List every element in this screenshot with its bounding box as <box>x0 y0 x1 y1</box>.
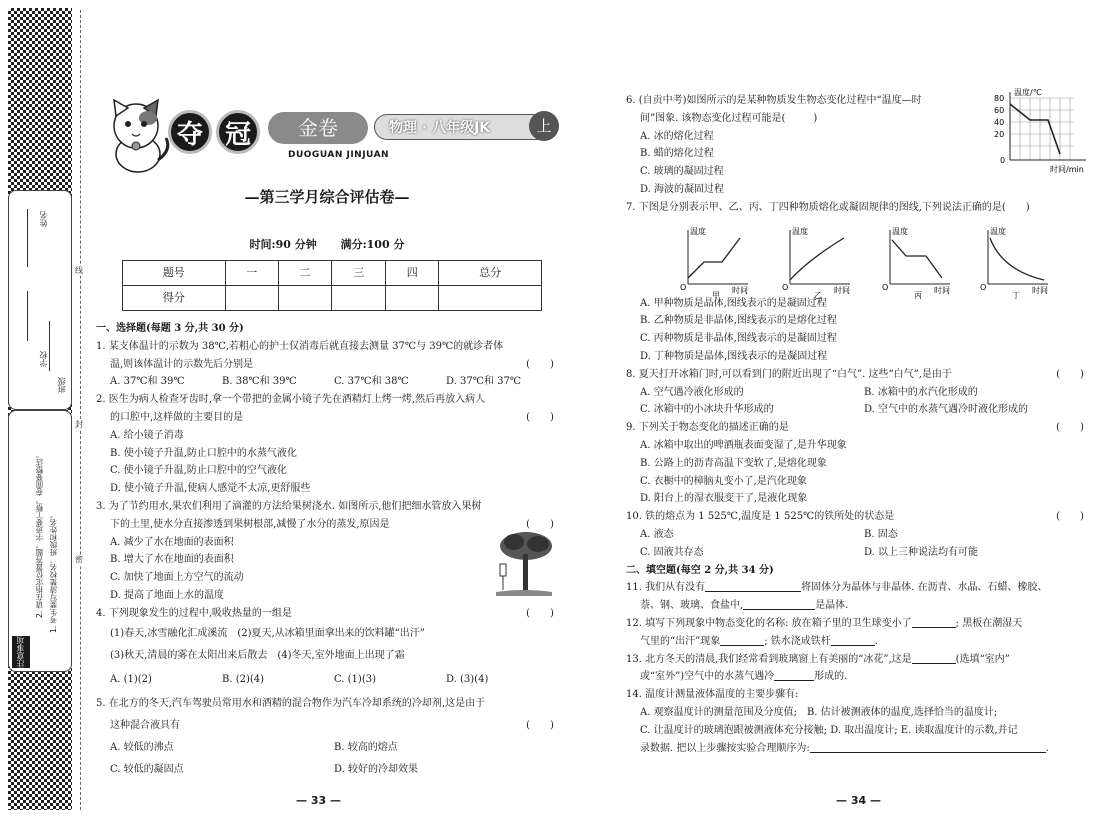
score-header-cell: 一 <box>225 261 278 286</box>
option[interactable]: C. 加快了地面上方空气的流动 <box>110 572 244 584</box>
option[interactable]: C. 较低的凝固点 <box>110 763 184 775</box>
question-4-item: (3)秋天,清晨的雾在太阳出来后散去 (4)冬天,室外地面上出现了霜 <box>110 649 405 661</box>
score-cell[interactable] <box>439 286 542 311</box>
question-7: 7. 下图是分别表示甲、乙、丙、丁四种物质熔化或凝固规律的图线,下列说法正确的是( ) <box>626 201 1030 213</box>
question-4-item: (1)春天,冰雪融化汇成溪流 (2)夏天,从冰箱里面拿出来的饮料罐“出汗” <box>110 627 425 639</box>
question-4-options <box>96 667 558 693</box>
question-10-options <box>626 526 1088 544</box>
page-number: — 34 — <box>836 794 881 807</box>
q7-origin: O <box>782 283 789 292</box>
cat-mascot-icon <box>100 94 176 174</box>
cut-mark-3: 密 <box>75 555 83 564</box>
q7-graph-bing <box>878 224 958 300</box>
brand-badge-guan: 冠 <box>216 110 260 154</box>
q7-graph-name: 甲 <box>712 291 720 300</box>
q6-ylabel: 温度/℃ <box>1014 88 1042 97</box>
school-label: 学校 <box>39 351 48 367</box>
score-table <box>122 260 542 311</box>
q7-origin: O <box>980 283 987 292</box>
student-info-box <box>8 190 72 410</box>
option[interactable]: B. 固态 <box>864 528 898 540</box>
option[interactable]: A. 空气遇冷液化形成的 <box>640 386 744 398</box>
q7-origin: O <box>680 283 687 292</box>
option[interactable]: C. (1)(3) <box>334 673 376 685</box>
score-cell[interactable] <box>279 286 332 311</box>
option[interactable]: D. 较好的冷却效果 <box>334 763 419 775</box>
page-34 <box>626 0 1090 818</box>
question-9: 9. 下列关于物态变化的描述正确的是 ( ) <box>626 419 1088 437</box>
answer-blank[interactable] <box>705 580 801 592</box>
question-4: 4. 下列现象发生的过程中,吸收热量的一组是 ( ) <box>96 605 558 623</box>
q7-graph-name: 丙 <box>914 291 922 300</box>
page-33 <box>92 0 562 818</box>
option[interactable]: B. 蜡的熔化过程 <box>640 148 714 160</box>
q6-xlabel: 时间/min <box>1050 165 1084 174</box>
brand-pinyin: DUOGUAN JINJUAN <box>288 150 390 160</box>
question-5-line-1: 5. 在北方的冬天,汽车驾驶员常用水和酒精的混合物作为汽车冷却系统的冷却剂,这是由于 <box>96 697 486 709</box>
option[interactable]: C. 固液共存态 <box>640 546 704 558</box>
answer-paren[interactable]: ( ) <box>526 358 554 370</box>
q6-ytick: 40 <box>994 118 1005 127</box>
score-row-label: 得分 <box>123 286 226 311</box>
score-cell[interactable] <box>385 286 438 311</box>
score-table-score-row <box>123 286 542 311</box>
exam-title: —第三学月综合评估卷— <box>244 188 410 206</box>
section-choice-continued <box>626 92 1088 757</box>
question-3-line-2: 下的土里,使水分直接渗透到果树根部,减慢了水分的蒸发,原因是 ( ) <box>96 516 558 534</box>
q7-ylabel: 温度 <box>892 227 908 236</box>
question-1-line-1: 1. 某支体温计的示数为 38℃,若粗心的护士仅消毒后就直接去测量 37℃与 39℃的就诊者体 <box>96 340 504 352</box>
notice-item-1: 1. 考生要写清楚校名、班级和姓名。 <box>49 511 58 634</box>
answer-blank[interactable] <box>774 669 814 681</box>
q7-graph-name: 丁 <box>1012 291 1020 300</box>
option[interactable]: B. 使小镜子升温,防止口腔中的水蒸气液化 <box>110 447 297 459</box>
binding-strip <box>0 0 86 818</box>
q7-xlabel: 时间 <box>732 286 748 295</box>
q7-graph-name: 乙 <box>814 291 822 300</box>
option[interactable]: B. 公路上的沥青高温下变软了,是熔化现象 <box>640 457 827 469</box>
exam-time: 时间:90 分钟 <box>249 238 317 251</box>
option[interactable]: D. 提高了地面上水的温度 <box>110 589 225 601</box>
question-8-options <box>626 401 1088 419</box>
score-header-cell: 四 <box>385 261 438 286</box>
notice-item-2: 2. 请在指定位置答题，字迹要工整，卷面要整洁。 <box>35 451 44 619</box>
question-11-line-1: 11. 我们从有没有 将固体分为晶体与非晶体. 在沥青、水晶、石蜡、橡胶、 <box>626 582 1048 594</box>
option[interactable]: C. 冰箱中的小冰块升华形成的 <box>640 404 774 416</box>
cut-mark-2: 封 <box>75 420 83 429</box>
option[interactable]: A. 减少了水在地面的表面积 <box>110 536 234 548</box>
option[interactable]: D. 阳台上的湿衣服变干了,是液化现象 <box>640 493 808 505</box>
answer-paren[interactable]: ( ) <box>526 607 554 619</box>
name-label: 姓名 <box>39 211 48 227</box>
question-2-line-2: 的口腔中,这样做的主要目的是 ( ) <box>96 409 558 427</box>
brand-header <box>92 88 562 178</box>
class-label: 班级 <box>57 377 66 393</box>
question-13-line-1: 13. 北方冬天的清晨,我们经常看到玻璃窗上有美丽的“冰花”,这是 (选填“室内” <box>626 653 1010 665</box>
notice-box <box>8 410 72 672</box>
answer-paren[interactable]: ( ) <box>1056 368 1084 380</box>
option[interactable]: A. 较低的沸点 <box>110 741 174 753</box>
answer-paren[interactable]: ( ) <box>1056 422 1084 434</box>
option[interactable]: D. 海波的凝固过程 <box>640 183 725 195</box>
option[interactable]: B. (2)(4) <box>222 673 265 685</box>
q7-origin: O <box>882 283 889 292</box>
answer-blank[interactable] <box>831 634 875 646</box>
option[interactable]: C. 衣橱中的樟脑丸变小了,是汽化现象 <box>640 475 807 487</box>
brand-badge-duo: 夺 <box>168 110 212 154</box>
exam-full-score: 满分:100 分 <box>340 238 405 251</box>
option[interactable]: C. 使小镜子升温,防止口腔中的空气液化 <box>110 465 287 477</box>
question-3-line-1: 3. 为了节约用水,果农们利用了滴灌的方法给果树浇水. 如图所示,他们把细水管放入果树 <box>96 500 482 512</box>
q7-graph-ding <box>976 224 1056 300</box>
section-title: 一、选择题(每题 3 分,共 30 分) <box>96 323 244 334</box>
option[interactable]: A. 冰箱中取出的啤酒瓶表面变湿了,是升华现象 <box>640 439 847 451</box>
drip-irrigation-tree-icon <box>494 528 554 598</box>
q7-xlabel: 时间 <box>834 286 850 295</box>
option[interactable]: A. 给小镜子消毒 <box>110 429 184 441</box>
exam-meta <box>92 238 562 252</box>
q7-graph-yi <box>778 224 858 300</box>
cut-line <box>80 10 81 810</box>
option[interactable]: D. 37℃和 37℃ <box>446 376 522 388</box>
question-14: 14. 温度计测量液体温度的主要步骤有: <box>626 689 799 701</box>
score-cell[interactable] <box>225 286 278 311</box>
q6-ytick: 20 <box>994 130 1005 139</box>
option[interactable]: B. 冰箱中的水汽化形成的 <box>864 386 978 398</box>
question-12-line-2: 气里的“出汗”现象 ; 铁水浇成铁杆 . <box>640 635 878 647</box>
option[interactable]: A. 液态 <box>640 528 674 540</box>
option[interactable]: A. 37℃和 39℃ <box>110 376 185 388</box>
option[interactable]: D. (3)(4) <box>446 673 489 685</box>
answer-blank[interactable] <box>810 741 1046 753</box>
question-5-options <box>96 759 558 781</box>
cut-mark-1: 线 <box>75 266 83 275</box>
option[interactable]: D. 以上三种说法均有可能 <box>864 546 979 558</box>
option[interactable]: B. 增大了水在地面的表面积 <box>110 554 234 566</box>
subject-bar <box>374 114 556 140</box>
option[interactable]: C. 丙种物质是非晶体,图线表示的是凝固过程 <box>640 333 837 345</box>
question-13-line-2: 或“室外”)空气中的水蒸气遇冷 形成的. <box>640 671 848 683</box>
section-title: 二、填空题(每空 2 分,共 34 分) <box>626 564 774 576</box>
question-10-options <box>626 544 1088 562</box>
question-14-last-line: 录数据. 把以上步骤按实验合理顺序为: . <box>640 742 1049 754</box>
volume-badge: 上 <box>529 111 559 141</box>
question-1-line-2: 温,则该体温计的示数先后分别是 ( ) <box>96 356 558 374</box>
score-table-header-row <box>123 261 542 286</box>
question-14-step-line: C. 让温度计的玻璃泡跟被测液体充分接触; D. 取出温度计; E. 读取温度计的示数,并记 <box>640 724 1018 736</box>
q7-graph-jia <box>676 224 756 300</box>
question-8: 8. 夏天打开冰箱门时,可以看到门的附近出现了“白气”. 这些“白气”,是由于 ( ) <box>626 366 1088 384</box>
answer-blank[interactable] <box>720 634 764 646</box>
score-header-cell: 二 <box>279 261 332 286</box>
q6-ytick: 0 <box>1000 156 1006 165</box>
brand-gold: 金卷 <box>268 112 368 144</box>
question-6-line-2: 间”图象. 该物态变化过程可能是( ) <box>640 112 818 124</box>
question-14-step-line: A. 观察温度计的测量范围及分度值; B. 估计被测液体的温度,选择恰当的温度计; <box>640 706 998 718</box>
score-cell[interactable] <box>332 286 385 311</box>
answer-blank[interactable] <box>743 598 815 610</box>
option[interactable]: A. (1)(2) <box>110 673 152 685</box>
section-choice <box>96 320 558 781</box>
q7-xlabel: 时间 <box>1032 286 1048 295</box>
question-5-line-2: 这种混合液具有 ( ) <box>96 715 558 737</box>
option[interactable]: B. 38℃和 39℃ <box>222 376 297 388</box>
option[interactable]: D. 使小镜子升温,使病人感觉不太凉,更舒服些 <box>110 483 311 495</box>
question-11-line-2: 萘、钢、玻璃、食盐中, 是晶体. <box>640 600 849 612</box>
question-5-options <box>96 737 558 759</box>
q7-xlabel: 时间 <box>934 286 950 295</box>
q7-ylabel: 温度 <box>690 227 706 236</box>
answer-paren[interactable]: ( ) <box>526 411 554 423</box>
answer-paren[interactable]: ( ) <box>1056 511 1084 523</box>
score-header-cell: 三 <box>332 261 385 286</box>
option[interactable]: C. 37℃和 38℃ <box>334 376 409 388</box>
question-6-line-1: 6. (自贡中考)如图所示的是某种物质发生物态变化过程中“温度—时 <box>626 95 922 106</box>
option[interactable]: C. 玻璃的凝固过程 <box>640 166 724 178</box>
question-12-line-1: 12. 填写下列现象中物态变化的名称: 放在箱子里的卫生球变小了 ; 黑板在潮湿天 <box>626 617 1023 629</box>
answer-paren[interactable]: ( ) <box>526 518 554 530</box>
option[interactable]: D. 空气中的水蒸气遇冷时液化形成的 <box>864 404 1029 416</box>
q6-ytick: 60 <box>994 106 1005 115</box>
question-10: 10. 铁的熔点为 1 525℃,温度是 1 525℃的铁所处的状态是 ( ) <box>626 508 1088 526</box>
answer-blank[interactable] <box>912 652 956 664</box>
q6-temperature-time-graph <box>990 88 1090 176</box>
option[interactable]: D. 丁种物质是晶体,图线表示的是凝固过程 <box>640 350 828 362</box>
q6-ytick: 80 <box>994 94 1005 103</box>
notice-title: 注意事项 <box>12 636 30 668</box>
answer-paren[interactable]: ( ) <box>526 719 554 731</box>
question-1-options <box>96 373 558 391</box>
score-header-cell: 题号 <box>123 261 226 286</box>
page-number: — 33 — <box>296 794 341 807</box>
option[interactable]: B. 较高的熔点 <box>334 741 398 753</box>
option[interactable]: A. 甲种物质是晶体,图线表示的是凝固过程 <box>640 297 827 309</box>
question-8-options <box>626 384 1088 402</box>
subject-text: 物理 · 八年级JK <box>389 120 491 136</box>
option[interactable]: A. 冰的熔化过程 <box>640 130 714 142</box>
option[interactable]: B. 乙种物质是非晶体,图线表示的是熔化过程 <box>640 315 837 327</box>
score-header-cell: 总分 <box>439 261 542 286</box>
answer-blank[interactable] <box>912 616 956 628</box>
question-2-line-1: 2. 医生为病人检查牙齿时,拿一个带把的金属小镜子先在酒精灯上烤一烤,然后再放入病人 <box>96 394 486 406</box>
q7-ylabel: 温度 <box>792 227 808 236</box>
q7-ylabel: 温度 <box>990 227 1006 236</box>
